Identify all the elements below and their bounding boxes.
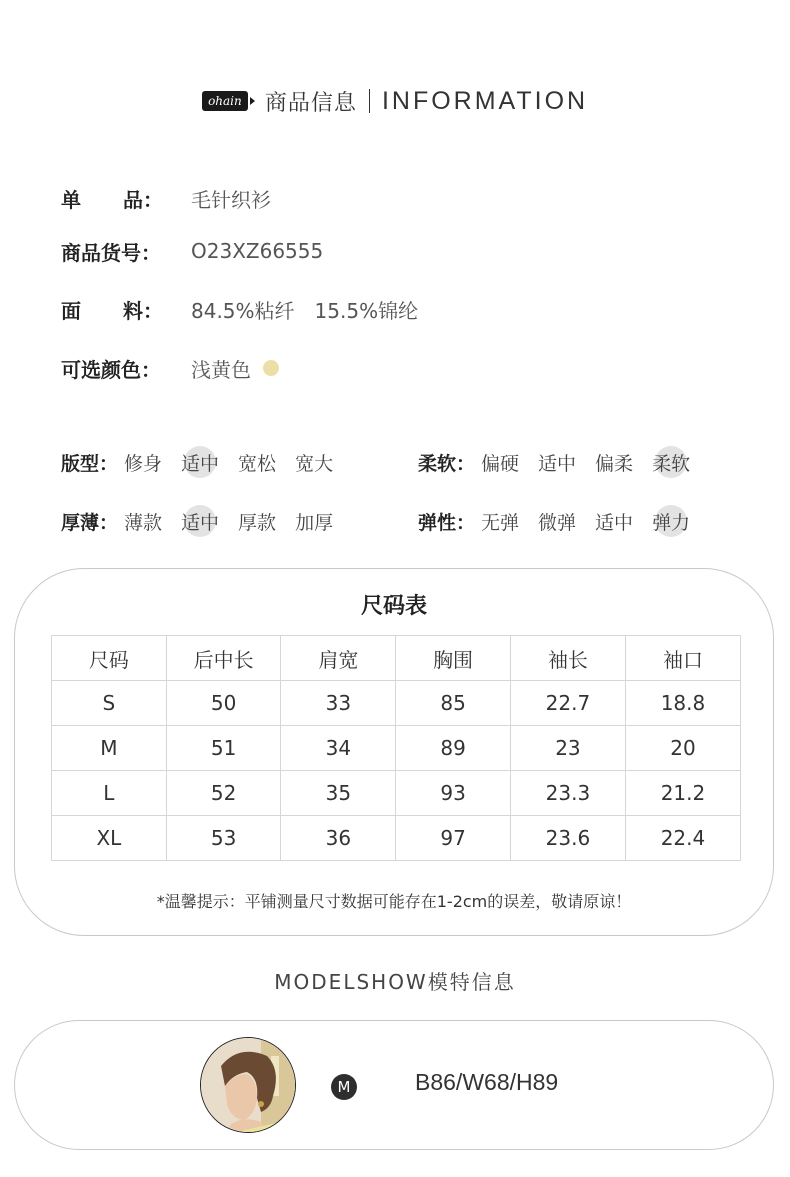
info-row-color [61,353,279,383]
table-cell: 97 [396,816,511,861]
attr-elasticity-option: 微弹 [538,511,577,534]
table-cell: 85 [396,681,511,726]
table-row [52,726,741,771]
attr-softness-option: 偏硬 [481,452,520,475]
info-value-color [191,354,279,383]
table-header-row [52,636,741,681]
info-label-fabric: 面 料： [61,298,163,323]
color-name: 浅黄色 [191,357,251,382]
model-portrait-image [201,1038,296,1133]
table-header-cell: 袖口 [625,636,740,681]
attr-elasticity-option-selected: 弹力 [652,508,690,535]
table-cell: 52 [166,771,281,816]
table-header-cell: 尺码 [52,636,167,681]
info-row-fabric [61,294,418,324]
table-cell: L [52,771,167,816]
table-header-cell: 袖长 [510,636,625,681]
attr-thickness-option-selected: 适中 [181,508,219,535]
model-section-title: MODELSHOW模特信息 [274,970,516,994]
header-title-cn: 商品信息 [264,90,357,116]
attr-elasticity-label: 弹性： [418,511,476,534]
table-cell: 35 [281,771,396,816]
table-cell: 23.3 [510,771,625,816]
table-header-cell: 肩宽 [281,636,396,681]
table-cell: 53 [166,816,281,861]
model-measurements: B86/W68/H89 [415,1069,559,1095]
attr-thickness-label: 厚薄： [61,511,119,534]
table-cell: 36 [281,816,396,861]
table-row [52,681,741,726]
attr-thickness-option: 厚款 [238,511,277,534]
table-row [52,771,741,816]
attr-fit-label: 版型： [61,452,119,475]
attr-softness-option-selected: 柔软 [652,449,690,476]
attr-elasticity-option: 无弹 [481,511,520,534]
attr-fit-option-selected: 适中 [181,449,219,476]
attr-fit-option: 宽松 [238,452,277,475]
table-cell: 89 [396,726,511,771]
header-divider [369,89,370,113]
attr-softness-option: 适中 [538,452,577,475]
table-cell: S [52,681,167,726]
model-size-badge: M [331,1074,357,1100]
table-header-cell: 后中长 [166,636,281,681]
table-cell: 21.2 [625,771,740,816]
model-info-card [14,1020,774,1150]
table-cell: 93 [396,771,511,816]
size-chart-title: 尺码表 [360,594,427,619]
brand-logo: ohain [202,91,248,111]
attr-elasticity [418,501,709,541]
table-cell: 51 [166,726,281,771]
info-value-sku: O23XZ66555 [191,239,324,263]
attr-thickness-option: 加厚 [295,511,334,534]
info-label-color: 可选颜色： [61,357,161,382]
attr-elasticity-option: 适中 [595,511,634,534]
size-table [51,635,741,861]
table-cell: 50 [166,681,281,726]
info-label-sku: 商品货号： [61,240,161,265]
attr-fit [61,442,352,482]
attr-fit-option: 宽大 [295,452,334,475]
attr-thickness-option: 薄款 [124,511,163,534]
table-cell: 33 [281,681,396,726]
info-label-item: 单 品： [61,187,163,212]
table-cell: M [52,726,167,771]
header-title-en: INFORMATION [381,86,589,115]
model-avatar [200,1037,296,1133]
info-value-item: 毛针织衫 [191,187,271,212]
color-swatch [263,360,279,376]
table-cell: 22.4 [625,816,740,861]
size-chart-card [14,568,774,936]
table-cell: 23 [510,726,625,771]
info-row-item [61,183,271,213]
attr-fit-option: 修身 [124,452,163,475]
info-row-sku [61,236,323,266]
attr-softness-label: 柔软： [418,452,476,475]
table-cell: 23.6 [510,816,625,861]
info-value-fabric: 84.5%粘纤 15.5%锦纶 [191,298,419,323]
size-chart-note: *温馨提示：平铺测量尺寸数据可能存在1-2cm的误差，敬请原谅！ [156,892,632,911]
attr-softness [418,442,709,482]
table-header-cell: 胸围 [396,636,511,681]
table-cell: XL [52,816,167,861]
table-cell: 22.7 [510,681,625,726]
section-header [0,84,790,118]
table-cell: 20 [625,726,740,771]
table-row [52,816,741,861]
logo-arrow-icon [250,97,255,105]
attr-softness-option: 偏柔 [595,452,634,475]
attr-thickness [61,501,352,541]
table-cell: 18.8 [625,681,740,726]
table-cell: 34 [281,726,396,771]
